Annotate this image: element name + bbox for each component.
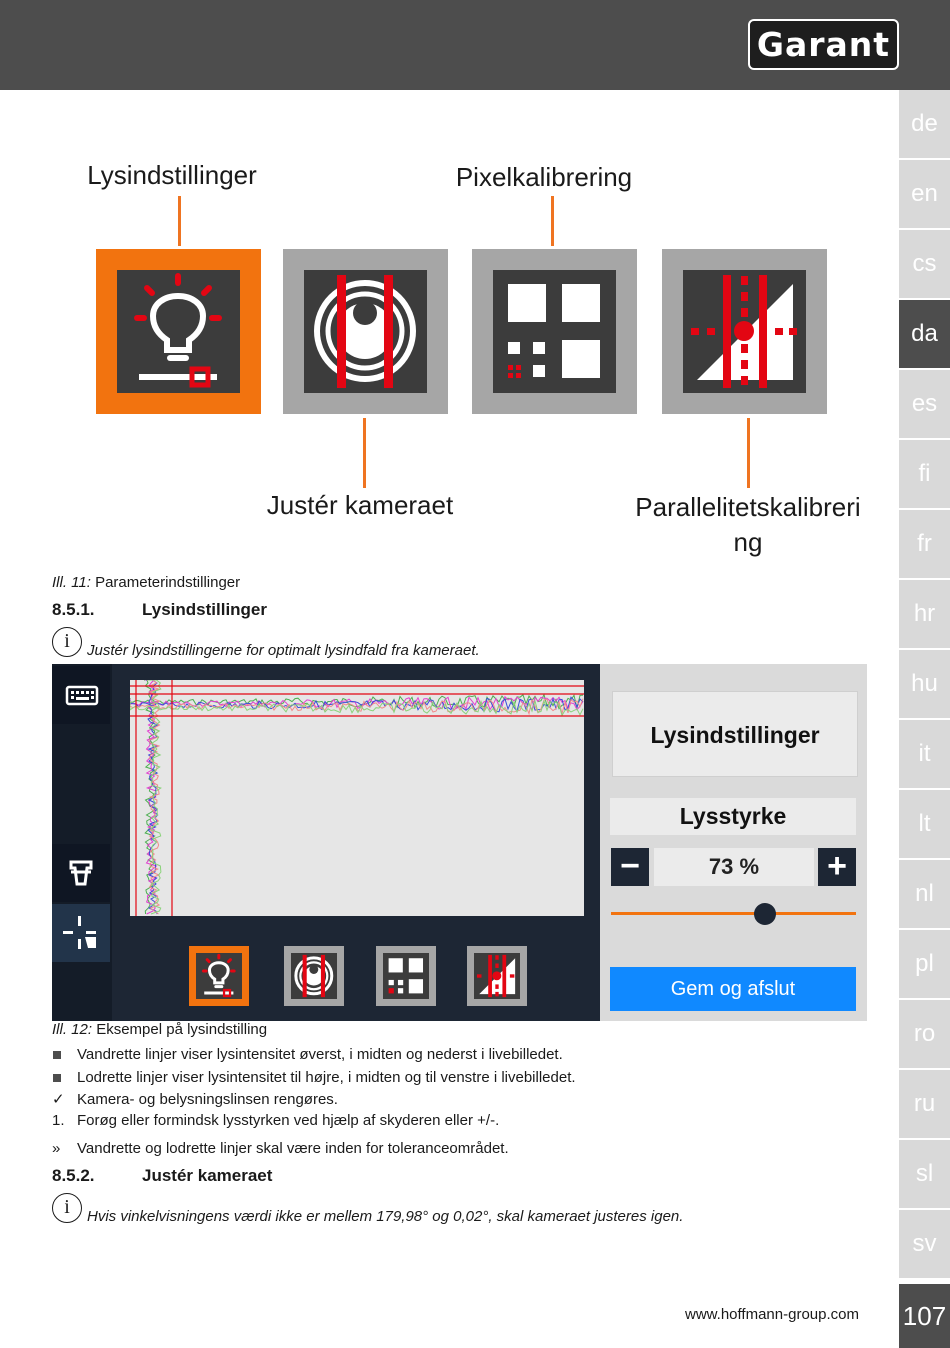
list-item bbox=[52, 1112, 499, 1129]
language-tab-da[interactable]: da bbox=[899, 300, 950, 368]
figure-11-caption-text: Parameterindstillinger bbox=[90, 574, 241, 591]
brightness-value[interactable]: 73 % bbox=[654, 848, 814, 886]
language-tab-lt[interactable]: lt bbox=[899, 790, 950, 858]
callout-line-light bbox=[178, 196, 181, 246]
callout-pixel-calibration: Pixelkalibrering bbox=[455, 162, 633, 192]
list-item-text: Forøg eller formindsk lysstyrken ved hjælp af skyderen eller +/-. bbox=[77, 1112, 500, 1129]
info-icon: i bbox=[52, 627, 82, 657]
language-tab-pl[interactable]: pl bbox=[899, 930, 950, 998]
callout-parallelism-calibration bbox=[624, 490, 872, 560]
tab-parallelism-calibration[interactable] bbox=[467, 946, 527, 1006]
brightness-slider-track[interactable] bbox=[611, 912, 856, 915]
list-item bbox=[52, 1090, 338, 1108]
language-tab-de[interactable]: de bbox=[899, 90, 950, 158]
grid-squares-icon bbox=[383, 953, 429, 999]
language-tab-nl[interactable]: nl bbox=[899, 860, 950, 928]
square-bullet-icon bbox=[53, 1051, 61, 1059]
callout-parallelism-line2: ng bbox=[733, 527, 763, 557]
language-tabs bbox=[899, 90, 950, 1280]
language-tab-fi[interactable]: fi bbox=[899, 440, 950, 508]
language-tab-fr[interactable]: fr bbox=[899, 510, 950, 578]
language-tab-ru[interactable]: ru bbox=[899, 1070, 950, 1138]
increase-button[interactable]: + bbox=[818, 848, 856, 886]
section-number: 8.5.1. bbox=[52, 600, 95, 619]
list-item-text: Kamera- og belysningslinsen rengøres. bbox=[77, 1091, 338, 1108]
app-sidebar bbox=[52, 664, 112, 1021]
figure-11-caption-prefix: Ill. 11: bbox=[52, 574, 91, 591]
section-heading-851 bbox=[52, 600, 267, 620]
lightbulb-icon bbox=[117, 270, 240, 393]
camera-lens-icon bbox=[304, 270, 427, 393]
crosshair-icon bbox=[52, 904, 110, 962]
figure-11-caption bbox=[52, 574, 240, 591]
calibration-button[interactable] bbox=[52, 904, 110, 962]
section-number: 8.5.2. bbox=[52, 1166, 95, 1185]
parallelism-icon bbox=[474, 953, 520, 999]
section-heading-852 bbox=[52, 1166, 272, 1186]
parallelism-calibration-icon-tile bbox=[662, 249, 827, 414]
parallelism-icon bbox=[683, 270, 806, 393]
camera-lens-icon bbox=[291, 953, 337, 999]
language-tab-cs[interactable]: cs bbox=[899, 230, 950, 298]
lightbulb-icon bbox=[196, 953, 242, 999]
decrease-button[interactable]: − bbox=[611, 848, 649, 886]
keyboard-icon bbox=[52, 666, 110, 724]
camera-adjust-icon-tile bbox=[283, 249, 448, 414]
callout-line-camera bbox=[363, 418, 366, 488]
language-tab-es[interactable]: es bbox=[899, 370, 950, 438]
square-bullet-icon bbox=[53, 1074, 61, 1082]
language-tab-it[interactable]: it bbox=[899, 720, 950, 788]
tab-light-settings[interactable] bbox=[189, 946, 249, 1006]
brightness-slider-handle[interactable] bbox=[754, 903, 776, 925]
callout-adjust-camera: Justér kameraet bbox=[266, 490, 454, 520]
callout-light-settings: Lysindstillinger bbox=[87, 160, 257, 190]
settings-panel bbox=[600, 664, 867, 1021]
panel-title: Lysindstillinger bbox=[612, 691, 858, 777]
language-tab-en[interactable]: en bbox=[899, 160, 950, 228]
grid-squares-icon bbox=[493, 270, 616, 393]
section-title: Lysindstillinger bbox=[142, 600, 268, 619]
callout-line-parallel bbox=[747, 418, 750, 488]
save-and-exit-button[interactable]: Gem og afslut bbox=[610, 967, 856, 1011]
language-tab-ro[interactable]: ro bbox=[899, 1000, 950, 1068]
language-tab-hu[interactable]: hu bbox=[899, 650, 950, 718]
list-item-text: Vandrette og lodrette linjer skal være inden for toleranceområdet. bbox=[77, 1140, 509, 1157]
check-mark-icon: ✓ bbox=[52, 1091, 65, 1108]
garant-logo: Garant bbox=[748, 19, 899, 70]
pixel-calibration-icon-tile bbox=[472, 249, 637, 414]
callout-line-pixel bbox=[551, 196, 554, 246]
light-settings-icon-tile bbox=[96, 249, 261, 414]
figure-12-caption bbox=[52, 1021, 267, 1038]
language-tab-sl[interactable]: sl bbox=[899, 1140, 950, 1208]
keyboard-button[interactable] bbox=[52, 666, 110, 724]
language-tab-sv[interactable]: sv bbox=[899, 1210, 950, 1278]
brightness-label: Lysstyrke bbox=[610, 798, 856, 835]
intensity-lines bbox=[130, 680, 584, 916]
section-title: Justér kameraet bbox=[142, 1166, 273, 1185]
info-icon: i bbox=[52, 1193, 82, 1223]
list-item-text: Lodrette linjer viser lysintensitet til højre, i midten og til venstre i livebilledet. bbox=[77, 1069, 576, 1086]
tab-adjust-camera[interactable] bbox=[284, 946, 344, 1006]
tab-pixel-calibration[interactable] bbox=[376, 946, 436, 1006]
page-header bbox=[0, 0, 950, 90]
list-item-text: Vandrette linjer viser lysintensitet øverst, i midten og nederst i livebilledet. bbox=[77, 1046, 563, 1063]
language-tab-hr[interactable]: hr bbox=[899, 580, 950, 648]
funnel-tool-icon bbox=[52, 844, 110, 902]
list-item bbox=[52, 1140, 509, 1157]
measure-tool-button[interactable] bbox=[52, 844, 110, 902]
result-marker: » bbox=[52, 1140, 61, 1157]
info-text-camera: Hvis vinkelvisningens værdi ikke er mellem 179,98° og 0,02°, skal kameraet justeres igen. bbox=[87, 1208, 684, 1225]
info-text-light: Justér lysindstillingerne for optimalt lysindfald fra kameraet. bbox=[87, 642, 480, 659]
step-number: 1. bbox=[52, 1112, 65, 1129]
list-item bbox=[52, 1046, 563, 1063]
app-screenshot bbox=[52, 664, 867, 1021]
figure-12-caption-prefix: Ill. 12: bbox=[52, 1021, 93, 1038]
live-image bbox=[130, 680, 584, 916]
footer-url: www.hoffmann-group.com bbox=[685, 1306, 859, 1323]
figure-12-caption-text: Eksempel på lysindstilling bbox=[92, 1021, 268, 1038]
page-number: 107 bbox=[899, 1284, 950, 1348]
callout-parallelism-line1: Parallelitetskalibreri bbox=[635, 492, 861, 522]
list-item bbox=[52, 1069, 576, 1086]
